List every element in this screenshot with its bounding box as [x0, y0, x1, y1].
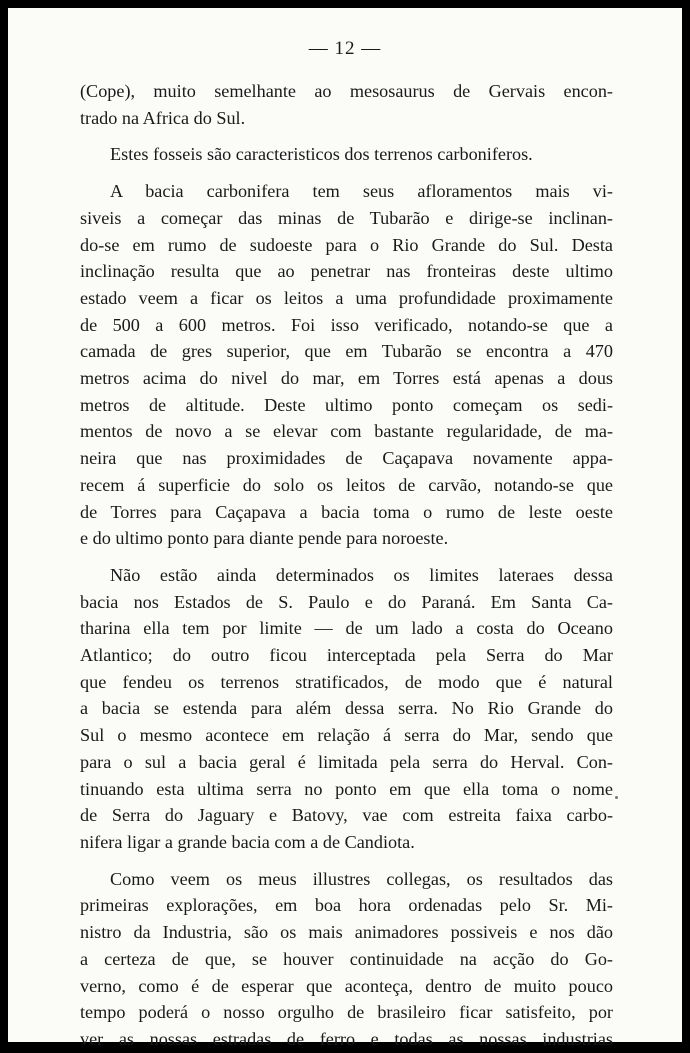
text-line: de 500 a 600 metros. Foi isso verificado, notando-se que a: [80, 314, 613, 335]
text-line: inclinação resulta que ao penetrar nas fronteiras deste ultimo: [80, 261, 613, 282]
text-line: de Serra do Jaguary e Batovy, vae com estreita faixa carbo-: [80, 805, 613, 826]
text-line: (Cope), muito semelhante ao mesosaurus de Gervais encon-: [80, 81, 613, 101]
text-line: para o sul a bacia geral é limitada pela serra do Herval. Con-: [80, 751, 613, 772]
text-line: que fendeu os terrenos stratificados, de modo que é natural: [80, 671, 613, 692]
text-line: primeiras explorações, em boa hora ordenadas pelo Sr. Mi-: [80, 895, 613, 916]
text-line: metros de altitude. Deste ultimo ponto começam os sedi-: [80, 394, 613, 415]
paragraph: [80, 78, 613, 131]
text-line: verno, como é de esperar que aconteça, dentro de muito pouco: [80, 975, 613, 996]
paragraph: [80, 562, 613, 856]
text-line: siveis a começar das minas de Tubarão e dirige-se inclinan-: [80, 207, 613, 228]
text-line: A bacia carbonifera tem seus afloramentos mais vi-: [110, 181, 613, 202]
text-line: tempo poderá o nosso orgulho de brasileiro ficar satisfeito, por: [80, 1002, 613, 1023]
paragraph: [80, 178, 613, 552]
text-line: estado veem a ficar os leitos a uma profundidade proximamente: [80, 287, 613, 308]
paragraph: [80, 141, 613, 168]
text-line: de Torres para Caçapava a bacia toma o rumo de leste oeste: [80, 501, 613, 522]
text-line: Atlantico; do outro ficou interceptada pela Serra do Mar: [80, 645, 613, 666]
text-line: recem á superficie do solo os leitos de carvão, notando-se que: [80, 474, 613, 495]
text-line: Estes fosseis são caracteristicos dos terrenos carboniferos.: [110, 144, 533, 165]
text-line: Sul o mesmo acontece em relação á serra do Mar, sendo que: [80, 725, 613, 746]
text-line: ver as nossas estradas de ferro e todas as nossas industrias: [80, 1028, 613, 1049]
paragraph: [80, 866, 613, 1053]
text-line: e do ultimo ponto para diante pende para noroeste.: [80, 528, 449, 549]
text-line: bacia nos Estados de S. Paulo e do Paraná. Em Santa Ca-: [80, 591, 613, 612]
document-page: [8, 8, 682, 1049]
text-line: nistro da Industria, são os mais animadores possiveis e nos dão: [80, 922, 613, 943]
page-number: — 12 —: [308, 38, 382, 59]
paper-speck: [615, 796, 618, 799]
text-line: Não estão ainda determinados os limites lateraes dessa: [110, 564, 613, 585]
text-line: do-se em rumo de sudoeste para o Rio Grande do Sul. Desta: [80, 234, 613, 255]
text-line: camada de gres superior, que em Tubarão se encontra a 470: [80, 341, 613, 362]
text-line: neira que nas proximidades de Caçapava novamente appa-: [80, 448, 613, 469]
text-line: trado na Africa do Sul.: [80, 107, 246, 128]
text-line: tharina ella tem por limite — de um lado a costa do Oceano: [80, 618, 613, 639]
text-line: tinuando esta ultima serra no ponto em que ella toma o nome: [80, 778, 613, 799]
text-line: a certeza de que, se houver continuidade na acção do Go-: [80, 948, 613, 969]
text-line: mentos de novo a se elevar com bastante regularidade, de ma-: [80, 421, 613, 442]
text-line: nifera ligar a grande bacia com a de Candiota.: [80, 831, 415, 852]
text-line: Como veem os meus illustres collegas, os resultados das: [110, 868, 613, 889]
text-line: metros acima do nivel do mar, em Torres está apenas a dous: [80, 368, 613, 389]
text-line: a bacia se estenda para além dessa serra. No Rio Grande do: [80, 698, 613, 719]
body-text: [80, 78, 613, 1053]
